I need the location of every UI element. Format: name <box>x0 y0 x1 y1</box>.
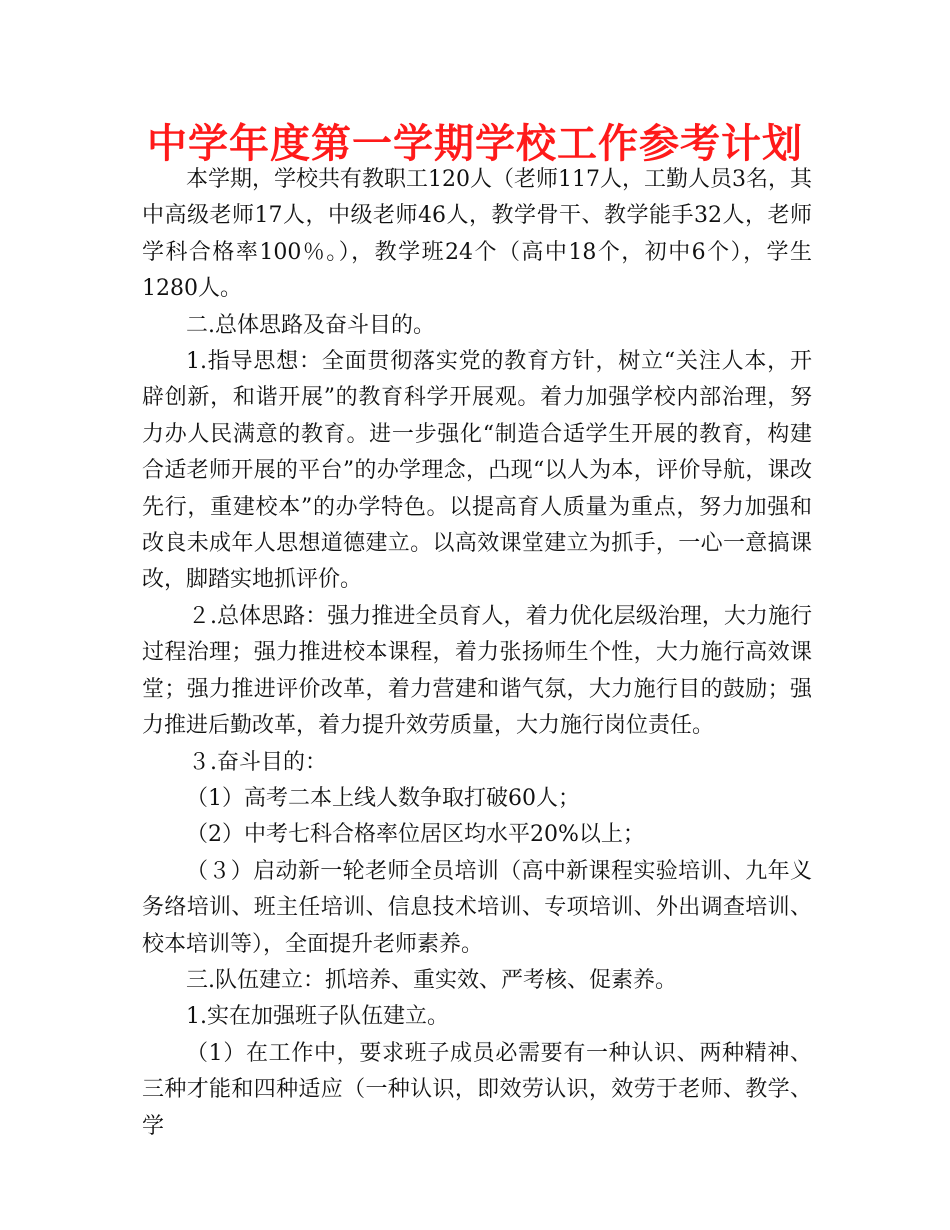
paragraph-staff-overview: 本学期，学校共有教职工120人（老师117人，工勤人员3名，其中高级老师17人，中级老师46人，教学骨干、教学能手32人，老师学科合格率100％。），教学班24个（高中18个，初中6个），学生1280人。 <box>142 167 812 302</box>
paragraph-team-building: 1.实在加强班子队伍建立。 <box>186 1004 449 1030</box>
document-body <box>142 162 812 1145</box>
paragraph-goals-heading: ３.奋斗目的： <box>188 749 327 775</box>
paragraph-team-requirements: （1）在工作中，要求班子成员必需要有一种认识、两种精神、三种才能和四种适应（一种认识，即效劳认识，效劳于老师、教学、学 <box>142 1040 812 1139</box>
paragraph-overall-approach: ２.总体思路：强力推进全员育人，着力优化层级治理，大力施行过程治理；强力推进校本课程，着力张扬师生个性，大力施行高效课堂；强力推进评价改革，着力营建和谐气氛，大力施行目的鼓励；强力推进后勤改革，着力提升效劳质量，大力施行岗位责任。 <box>142 603 812 739</box>
paragraph-goal-3: （３）启动新一轮老师全员培训（高中新课程实验培训、九年义务络培训、班主任培训、信息技术培训、专项培训、外出调查培训、校本培训等），全面提升老师素养。 <box>142 858 812 957</box>
paragraph-section-two-heading: 二.总体思路及奋斗目的。 <box>186 312 435 338</box>
paragraph-goal-2: （2）中考七科合格率位居区均水平20%以上； <box>186 822 645 848</box>
paragraph-section-three-heading: 三.队伍建立：抓培养、重实效、严考核、促素养。 <box>186 967 677 993</box>
paragraph-guiding-thought: 1.指导思想：全面贯彻落实党的教育方针，树立“关注人本，开辟创新，和谐开展”的教育科学开展观。着力加强学校内部治理，努力办人民满意的教育。进一步强化“制造合适学生开展的教育，构建合适老师开展的平台”的办学理念，凸现“以人为本，评价导航，课改先行，重建校本”的办学特色。以提高育人质量为重点，努力加强和改良未成年人思想道德建立。以高效课堂建立为抓手，一心一意搞课改，脚踏实地抓评价。 <box>142 349 812 593</box>
document-title: 中学年度第一学期学校工作参考计划 <box>147 121 803 167</box>
paragraph-goal-1: （1）高考二本上线人数争取打破60人； <box>186 785 580 811</box>
